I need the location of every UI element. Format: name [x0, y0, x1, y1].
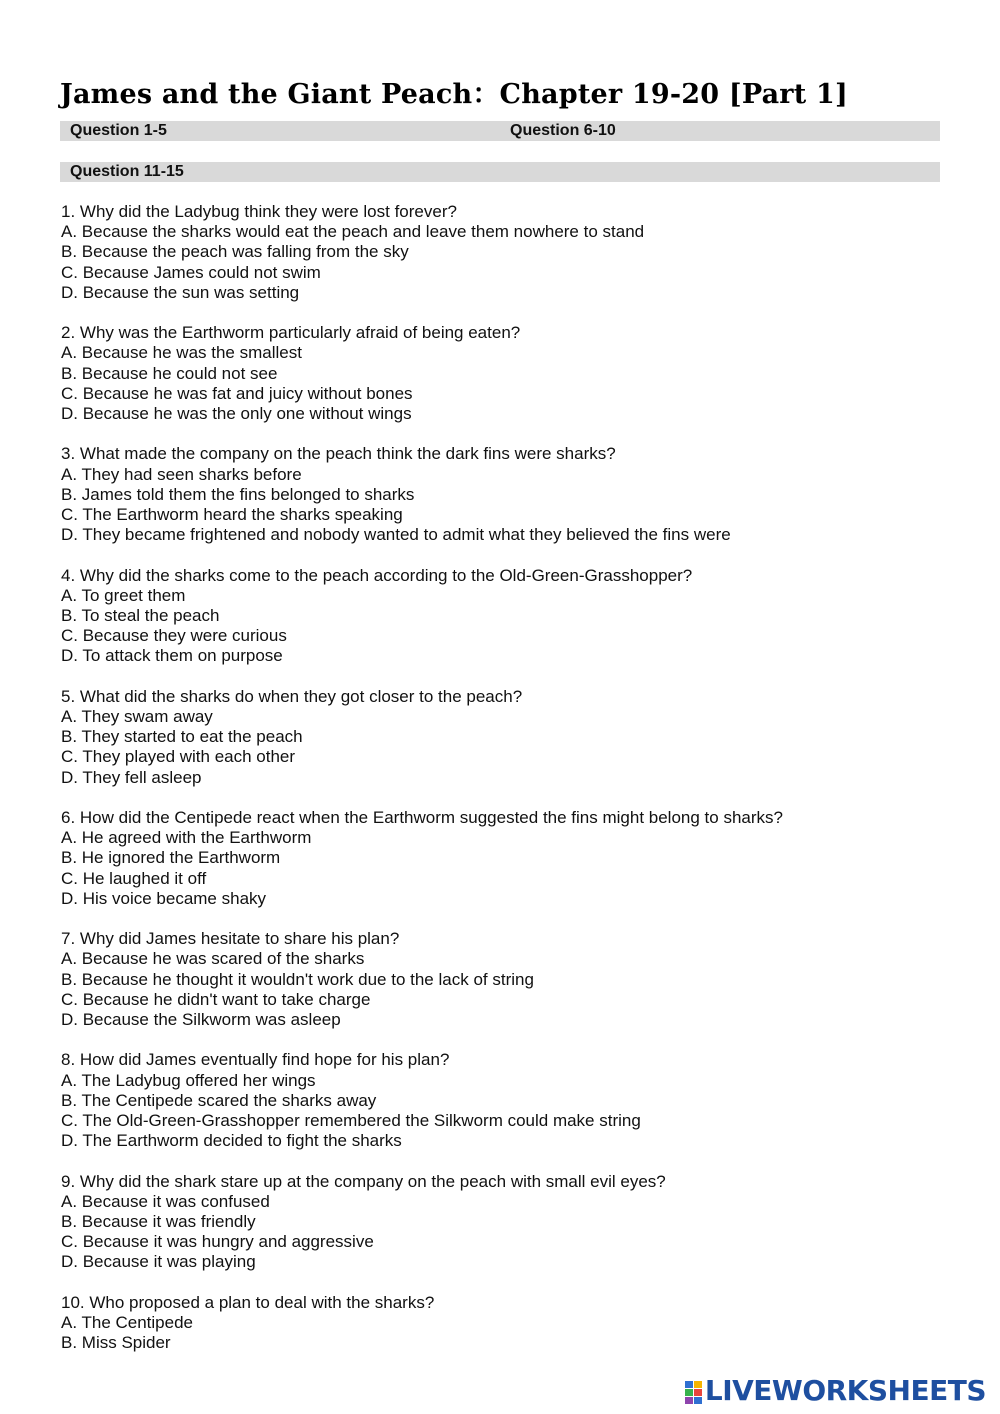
question-list: [61, 202, 941, 1374]
answer-option: A. They swam away: [61, 707, 213, 727]
question-item: [61, 1293, 941, 1354]
answer-option: A. The Centipede: [61, 1313, 193, 1333]
answer-option: D. Because it was playing: [61, 1252, 256, 1272]
answer-option: D. His voice became shaky: [61, 888, 267, 908]
answer-option: C. Because he was fat and juicy without bones: [61, 383, 413, 403]
answer-option: B. James told them the fins belonged to sharks: [61, 484, 415, 504]
answer-option: A. Because it was confused: [61, 1191, 270, 1211]
question-text: 6. How did the Centipede react when the Earthworm suggested the fins might belong to sharks?: [61, 808, 783, 828]
answer-option: D. Because the sun was setting: [61, 282, 300, 302]
liveworksheets-logo-text: LIVEWORKSHEETS: [704, 1374, 986, 1407]
answer-option: B. He ignored the Earthworm: [61, 848, 281, 868]
answer-option: C. Because James could not swim: [61, 262, 321, 282]
answer-option: B. Because he thought it wouldn't work due to the lack of string: [61, 969, 534, 989]
answer-option: D. The Earthworm decided to fight the sharks: [61, 1131, 402, 1151]
question-text: 9. Why did the shark stare up at the company on the peach with small evil eyes?: [61, 1171, 666, 1191]
section-label-q1-5: Question 1-5: [70, 122, 167, 139]
section-label-q6-10: Question 6-10: [510, 122, 616, 139]
answer-option: C. The Earthworm heard the sharks speaking: [61, 505, 403, 525]
section-label-q11-15: Question 11-15: [70, 163, 184, 180]
question-item: [61, 929, 941, 1030]
answer-option: C. He laughed it off: [61, 868, 207, 888]
answer-option: A. Because he was scared of the sharks: [61, 949, 365, 969]
question-item: [61, 1050, 941, 1151]
question-item: [61, 323, 941, 424]
question-text: 8. How did James eventually find hope for his plan?: [61, 1050, 450, 1070]
question-text: 2. Why was the Earthworm particularly afraid of being eaten?: [61, 323, 521, 343]
question-item: [61, 202, 941, 303]
answer-option: A. Because he was the smallest: [61, 343, 302, 363]
section-header-bar: [60, 121, 940, 141]
question-text: 1. Why did the Ladybug think they were lost forever?: [61, 202, 457, 221]
answer-option: D. Because the Silkworm was asleep: [61, 1010, 341, 1030]
answer-option: C. The Old-Green-Grasshopper remembered the Silkworm could make string: [61, 1111, 641, 1131]
answer-option: B. Miss Spider: [61, 1333, 171, 1353]
answer-option: D. To attack them on purpose: [61, 646, 283, 666]
answer-option: C. Because they were curious: [61, 626, 287, 646]
answer-option: A. Because the sharks would eat the peach and leave them nowhere to stand: [61, 222, 645, 242]
answer-option: D. Because he was the only one without wings: [61, 404, 412, 424]
answer-option: A. They had seen sharks before: [61, 464, 302, 484]
answer-option: A. He agreed with the Earthworm: [61, 828, 312, 848]
question-item: [61, 1172, 941, 1273]
answer-option: B. They started to eat the peach: [61, 727, 303, 747]
liveworksheets-logo: [685, 1374, 986, 1407]
question-text: 7. Why did James hesitate to share his plan?: [61, 929, 400, 949]
answer-option: C. They played with each other: [61, 747, 296, 767]
question-item: [61, 808, 941, 909]
answer-option: D. They became frightened and nobody wanted to admit what they believed the fins were: [61, 525, 731, 545]
question-item: [61, 566, 941, 667]
worksheet-title: James and the Giant Peach：Chapter 19-20 [Part 1]: [60, 79, 848, 110]
answer-option: A. To greet them: [61, 585, 186, 605]
answer-option: D. They fell asleep: [61, 767, 202, 787]
answer-option: B. The Centipede scared the sharks away: [61, 1090, 377, 1110]
answer-option: B. Because the peach was falling from the sky: [61, 242, 409, 262]
answer-option: C. Because it was hungry and aggressive: [61, 1232, 374, 1252]
answer-option: B. Because it was friendly: [61, 1212, 256, 1232]
answer-option: B. Because he could not see: [61, 363, 278, 383]
liveworksheets-logo-icon: [685, 1379, 703, 1403]
question-item: [61, 444, 941, 545]
question-text: 10. Who proposed a plan to deal with the sharks?: [61, 1292, 435, 1312]
answer-option: C. Because he didn't want to take charge: [61, 989, 371, 1009]
answer-option: B. To steal the peach: [61, 606, 220, 626]
question-text: 3. What made the company on the peach think the dark fins were sharks?: [61, 444, 616, 464]
question-text: 4. Why did the sharks come to the peach according to the Old-Green-Grasshopper?: [61, 565, 693, 585]
answer-option: A. The Ladybug offered her wings: [61, 1070, 316, 1090]
question-text: 5. What did the sharks do when they got closer to the peach?: [61, 686, 523, 706]
section-header-bar: [60, 162, 940, 182]
question-item: [61, 687, 941, 788]
